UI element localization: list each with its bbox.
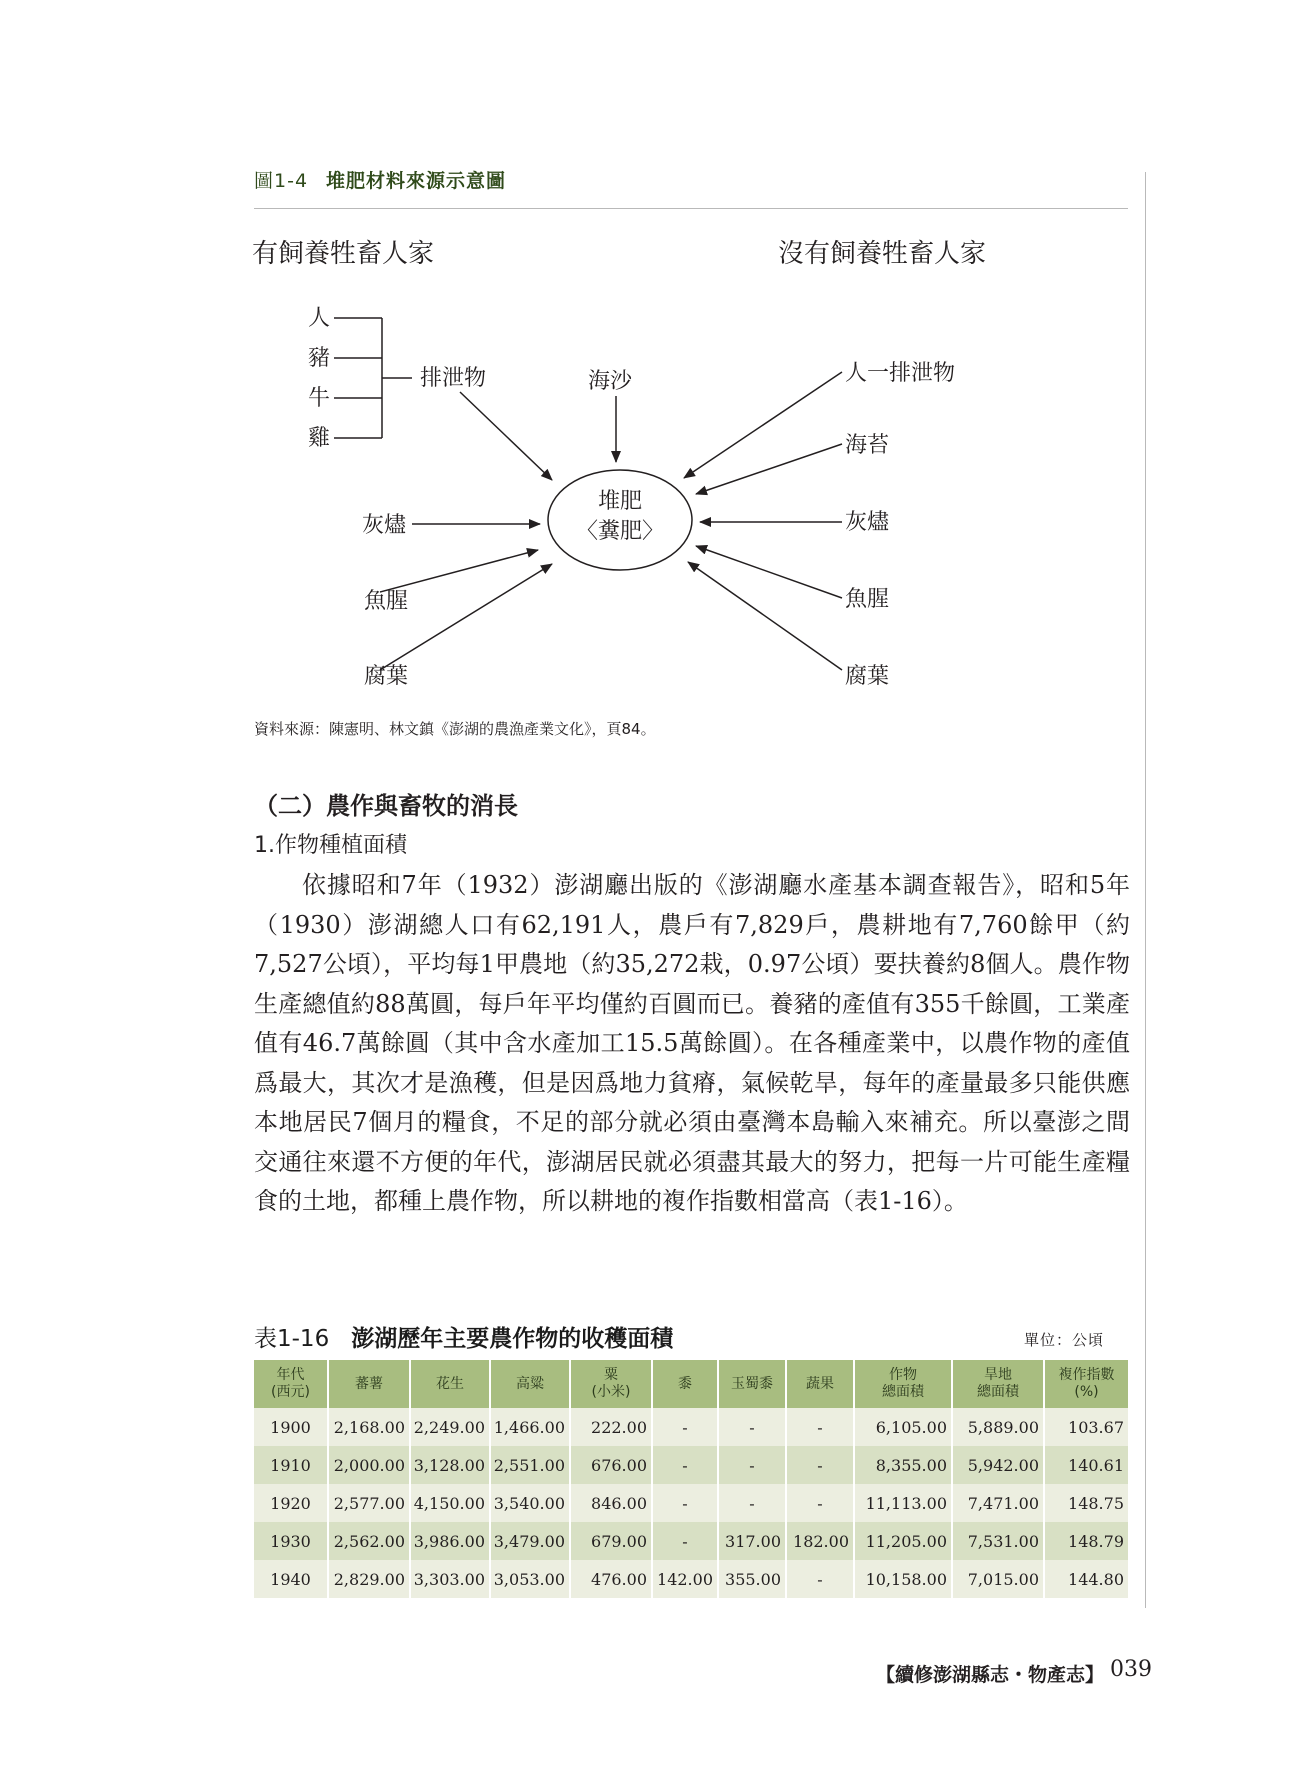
table-cell: - [652, 1408, 718, 1446]
column-header-line: 年代 [276, 1367, 305, 1383]
arrow-seaweed [696, 444, 842, 494]
table-cell: 7,015.00 [952, 1560, 1044, 1598]
manure-label: 〈糞肥〉 [575, 519, 665, 544]
column-header-line: 粟 [604, 1367, 618, 1383]
right-item-fish: 魚腥 [845, 587, 890, 612]
table-cell: 103.67 [1044, 1408, 1128, 1446]
year-cell: 1940 [254, 1560, 328, 1598]
year-cell: 1930 [254, 1522, 328, 1560]
table-cell: 2,577.00 [328, 1484, 410, 1522]
arrow-human-excrement [684, 372, 842, 478]
table-cell: 10,158.00 [854, 1560, 952, 1598]
table-cell: 355.00 [718, 1560, 786, 1598]
left-item-fish: 魚腥 [364, 589, 409, 614]
arrow-left-leaves [380, 564, 552, 670]
sub-heading: 1.作物種植面積 [254, 833, 407, 858]
table-cell: 317.00 [718, 1522, 786, 1560]
table-cell: 2,168.00 [328, 1408, 410, 1446]
sea-sand-label: 海沙 [588, 369, 633, 394]
arrow-right-fish [696, 546, 842, 598]
table-cell: 2,829.00 [328, 1560, 410, 1598]
figure-number: 圖1-4 [254, 170, 309, 192]
table-cell: 11,205.00 [854, 1522, 952, 1560]
column-header-line: (小米) [591, 1384, 631, 1400]
table-cell: 3,540.00 [490, 1484, 570, 1522]
table-title-text: 澎湖歷年主要農作物的收穫面積 [351, 1326, 674, 1352]
page-number: 039 [1110, 1657, 1152, 1682]
animal-human: 人 [308, 306, 331, 331]
table-cell: 222.00 [570, 1408, 652, 1446]
compost-label: 堆肥 [597, 489, 643, 514]
column-header [490, 1360, 570, 1408]
table-row [254, 1560, 1128, 1598]
table-cell: 3,128.00 [410, 1446, 490, 1484]
table-cell: 3,479.00 [490, 1522, 570, 1560]
column-header-line: 蕃薯 [355, 1375, 383, 1392]
table-cell: 846.00 [570, 1484, 652, 1522]
table-cell: - [718, 1484, 786, 1522]
right-item-human-excrement: 人一排泄物 [845, 361, 956, 386]
right-item-leaves: 腐葉 [845, 664, 890, 689]
column-header-line: 黍 [678, 1375, 692, 1392]
table-cell: 3,303.00 [410, 1560, 490, 1598]
table-cell: - [786, 1560, 854, 1598]
table-row [254, 1408, 1128, 1446]
table-cell: 7,471.00 [952, 1484, 1044, 1522]
table-cell: - [652, 1484, 718, 1522]
table-cell: 144.80 [1044, 1560, 1128, 1598]
table-cell: 7,531.00 [952, 1522, 1044, 1560]
crop-area-table [254, 1360, 1128, 1598]
column-header-line: 旱地 [984, 1367, 1012, 1383]
year-cell: 1900 [254, 1408, 328, 1446]
table-cell: 3,053.00 [490, 1560, 570, 1598]
year-cell: 1910 [254, 1446, 328, 1484]
table-cell: - [786, 1484, 854, 1522]
column-header-line: (%) [1074, 1384, 1099, 1400]
table-row [254, 1484, 1128, 1522]
table-cell: - [652, 1446, 718, 1484]
column-header [786, 1360, 854, 1408]
table-cell: 140.61 [1044, 1446, 1128, 1484]
table-unit: 單位：公頃 [1024, 1331, 1105, 1349]
column-header [718, 1360, 786, 1408]
arrow-excrement [460, 392, 552, 480]
table-row [254, 1522, 1128, 1560]
table-number: 表1-16 [254, 1326, 330, 1352]
left-heading: 有飼養牲畜人家 [252, 239, 435, 269]
left-excrement: 排泄物 [420, 366, 487, 391]
column-header-line: 總面積 [882, 1384, 924, 1400]
table-cell: 5,889.00 [952, 1408, 1044, 1446]
right-item-ash: 灰燼 [845, 510, 890, 535]
column-header [952, 1360, 1044, 1408]
column-header [652, 1360, 718, 1408]
table-cell: 11,113.00 [854, 1484, 952, 1522]
table-cell: 2,249.00 [410, 1408, 490, 1446]
table-cell: 1,466.00 [490, 1408, 570, 1446]
column-header-line: 總面積 [977, 1384, 1019, 1400]
column-header [854, 1360, 952, 1408]
left-item-leaves: 腐葉 [364, 664, 409, 689]
table-cell: 2,000.00 [328, 1446, 410, 1484]
left-item-ash: 灰燼 [362, 513, 407, 538]
right-heading: 沒有飼養牲畜人家 [778, 239, 987, 269]
column-header-line: 複作指數 [1058, 1367, 1115, 1383]
column-header [328, 1360, 410, 1408]
table-cell: 2,562.00 [328, 1522, 410, 1560]
table-title [254, 1320, 673, 1353]
year-cell: 1920 [254, 1484, 328, 1522]
table-cell: 8,355.00 [854, 1446, 952, 1484]
figure-title [254, 166, 506, 193]
arrow-left-fish [380, 550, 538, 592]
table-row [254, 1446, 1128, 1484]
table-cell: 676.00 [570, 1446, 652, 1484]
table-cell: 476.00 [570, 1560, 652, 1598]
animal-pig: 豬 [308, 346, 331, 371]
table-header [254, 1360, 1128, 1408]
table-cell: 2,551.00 [490, 1446, 570, 1484]
footer-book-title: 【續修澎湖縣志・物產志】 [876, 1664, 1105, 1686]
table-cell: 4,150.00 [410, 1484, 490, 1522]
arrow-right-leaves [688, 562, 842, 670]
table-cell: 182.00 [786, 1522, 854, 1560]
animals-bracket [334, 318, 412, 438]
table-cell: - [718, 1408, 786, 1446]
animal-chicken: 雞 [308, 426, 331, 451]
figure-title-text: 堆肥材料來源示意圖 [326, 170, 507, 192]
compost-diagram [250, 232, 1130, 702]
column-header [410, 1360, 490, 1408]
column-header-line: 作物 [889, 1367, 917, 1383]
column-header [254, 1360, 328, 1408]
table-cell: - [786, 1446, 854, 1484]
column-header [570, 1360, 652, 1408]
table-cell: - [786, 1408, 854, 1446]
right-item-seaweed: 海苔 [845, 433, 890, 458]
column-header-line: (西元) [271, 1384, 310, 1400]
figure-title-rule [254, 208, 1128, 209]
section-heading: （二）農作與畜牧的消長 [254, 791, 518, 820]
table-cell: - [718, 1446, 786, 1484]
figure-source: 資料來源：陳憲明、林文鎮《澎湖的農漁產業文化》，頁84。 [254, 720, 656, 738]
column-header-line: 花生 [436, 1375, 464, 1392]
table-cell: 6,105.00 [854, 1408, 952, 1446]
column-header [1044, 1360, 1128, 1408]
table-cell: 3,986.00 [410, 1522, 490, 1560]
column-header-line: 高粱 [516, 1375, 544, 1392]
column-header-line: 玉蜀黍 [731, 1375, 773, 1392]
table-body [254, 1408, 1128, 1598]
table-cell: 142.00 [652, 1560, 718, 1598]
table-cell: 148.79 [1044, 1522, 1128, 1560]
table-cell: - [652, 1522, 718, 1560]
table-cell: 679.00 [570, 1522, 652, 1560]
animal-cow: 牛 [308, 386, 331, 411]
page-edge-rule [1145, 172, 1146, 1608]
body-paragraph: 依據昭和7年（1932）澎湖廳出版的《澎湖廳水產基本調查報告》，昭和5年（1930）澎湖總人口有62,191人，農戶有7,829戶，農耕地有7,760餘甲（約7,527公頃），平均每1甲農地（約35,272栽，0.97公頃）要扶養約8個人。農作物生產總值約88萬圓，每戶年平均僅約百圓而已。養豬的產值有355千餘圓，工業產值有46.7萬餘圓（其中含水產加工15.5萬餘圓）。在各種產業中，以農作物的產值爲最大，其次才是漁穫，但是因爲地力貧瘠，氣候乾旱，每年的產量最多只能供應本地居民7個月的糧食，不足的部分就必須由臺灣本島輸入來補充。所以臺澎之間交通往來還不方便的年代，澎湖居民就必須盡其最大的努力，把每一片可能生產糧食的土地，都種上農作物，所以耕地的複作指數相當高（表1-16）。 [254, 871, 1130, 1215]
table-cell: 5,942.00 [952, 1446, 1044, 1484]
table-cell: 148.75 [1044, 1484, 1128, 1522]
column-header-line: 蔬果 [806, 1375, 834, 1392]
